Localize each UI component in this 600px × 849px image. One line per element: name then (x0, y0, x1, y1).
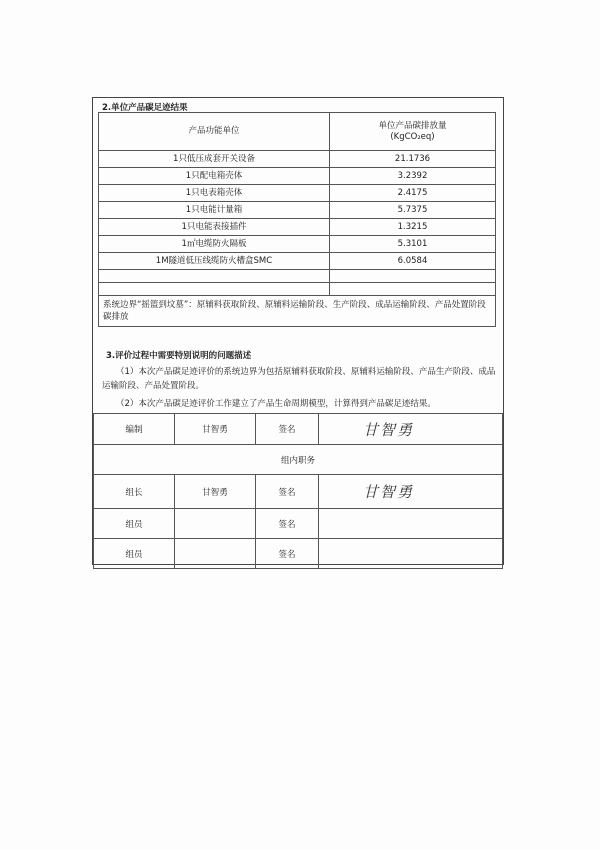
section3-title: 3.评价过程中需要特别说明的问题描述 (106, 351, 252, 361)
signature-table (93, 413, 503, 569)
compiler-sign-label: 签名 (256, 414, 319, 445)
header-unit: 产品功能单位 (99, 113, 330, 151)
compiler-signature (319, 414, 503, 445)
member-row (94, 509, 503, 539)
empty-cell (99, 270, 330, 283)
row-unit: 1只电表箱壳体 (99, 185, 330, 202)
table-row (99, 253, 496, 270)
leader-sign-label: 签名 (256, 475, 319, 509)
member-signature (319, 539, 503, 569)
leader-label: 组长 (94, 475, 175, 509)
row-unit: 1只电能表接插件 (99, 219, 330, 236)
row-unit: 1M隧道低压线缆防火槽盒SMC (99, 253, 330, 270)
row-unit: 1只配电箱壳体 (99, 168, 330, 185)
compiler-row (94, 414, 503, 445)
table-row (99, 151, 496, 168)
row-value: 6.0584 (330, 253, 496, 270)
group-duties-row (94, 445, 503, 475)
table-row (99, 219, 496, 236)
member-row (94, 539, 503, 569)
leader-name: 甘智勇 (175, 475, 256, 509)
group-duties-heading: 组内职务 (94, 445, 503, 475)
table-empty-row (99, 283, 496, 296)
row-unit: 1只低压成套开关设备 (99, 151, 330, 168)
row-value: 5.3101 (330, 236, 496, 253)
table-empty-row (99, 270, 496, 283)
member-label: 组员 (94, 539, 175, 569)
table-row (99, 202, 496, 219)
system-boundary-text: 系统边界“摇篮到坟墓”：原辅料获取阶段、原辅料运输阶段、生产阶段、成品运输阶段、产品处置阶段碳排放 (99, 296, 496, 327)
boundary-row (99, 296, 496, 327)
row-value: 21.1736 (330, 151, 496, 168)
handwritten-signature: 甘智勇 (363, 483, 415, 501)
table-row (99, 168, 496, 185)
table-row (99, 236, 496, 253)
row-value: 5.7375 (330, 202, 496, 219)
compiler-name: 甘智勇 (175, 414, 256, 445)
row-value: 3.2392 (330, 168, 496, 185)
leader-row (94, 475, 503, 509)
section2-title: 2.单位产品碳足迹结果 (102, 103, 188, 113)
table-row (99, 185, 496, 202)
row-value: 2.4175 (330, 185, 496, 202)
compiler-label: 编制 (94, 414, 175, 445)
empty-cell (330, 283, 496, 296)
row-unit: 1只电能计量箱 (99, 202, 330, 219)
carbon-footprint-table (98, 112, 496, 327)
header-emission-line2: (KgCO₂eq) (390, 131, 435, 142)
member-sign-label: 签名 (256, 539, 319, 569)
handwritten-signature: 甘智勇 (363, 420, 415, 439)
row-value: 1.3215 (330, 219, 496, 236)
member-name (175, 509, 256, 539)
member-sign-label: 签名 (256, 509, 319, 539)
row-unit: 1㎡电缆防火隔板 (99, 236, 330, 253)
section3-para2: （2）本次产品碳足迹评价工作建立了产品生命周期模型，计算得到产品碳足迹结果。 (116, 399, 436, 409)
leader-signature (319, 475, 503, 509)
member-signature (319, 509, 503, 539)
member-name (175, 539, 256, 569)
empty-cell (99, 283, 330, 296)
member-label: 组员 (94, 509, 175, 539)
header-emission (330, 113, 496, 151)
empty-cell (330, 270, 496, 283)
table-header-row (99, 113, 496, 151)
section3-para1: （1）本次产品碳足迹评价的系统边界为包括原辅料获取阶段、原辅料运输阶段、产品生产阶段、成品运输阶段、产品处置阶段。 (102, 367, 496, 391)
header-emission-line1: 单位产品碳排放量 (378, 120, 447, 131)
